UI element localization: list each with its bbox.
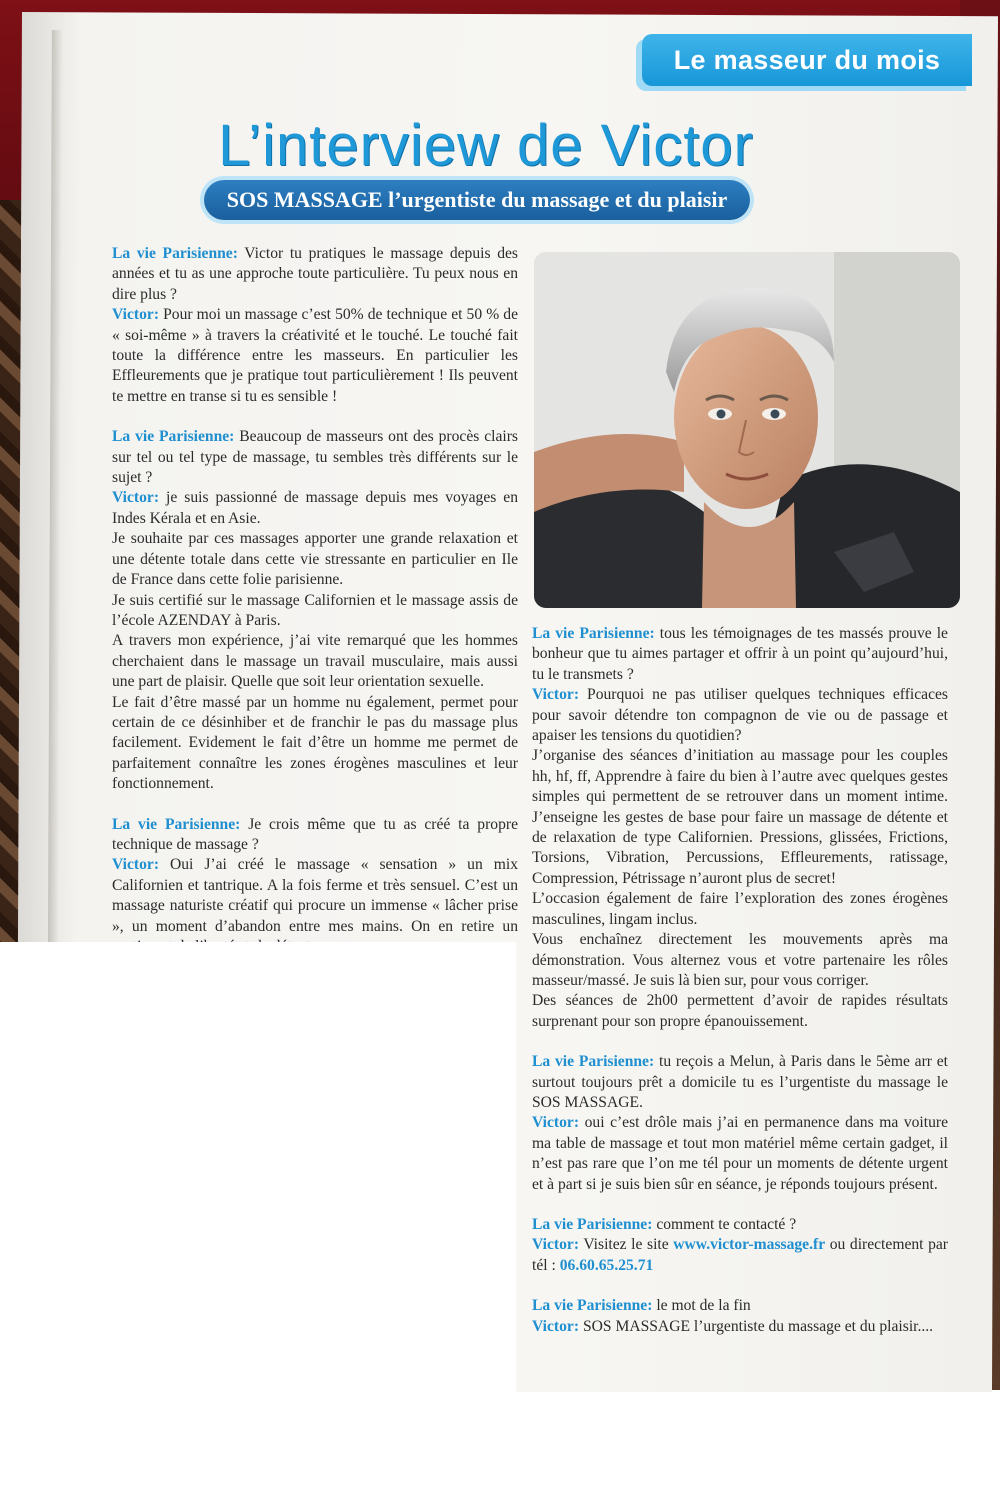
- answer-2: [112, 488, 518, 529]
- speaker-victor: Victor:: [112, 856, 160, 874]
- answer-6-intro: Visitez le site: [583, 1236, 669, 1254]
- article-title-text: L’interview de Victor: [218, 113, 754, 178]
- question-6-text: comment te contacté ?: [656, 1215, 797, 1233]
- speaker-interviewer: La vie Parisienne:: [532, 1297, 653, 1315]
- speaker-victor: Victor:: [532, 1236, 580, 1254]
- portrait-illustration: [534, 252, 960, 608]
- section-masthead: [642, 34, 972, 86]
- answer-3-text: Oui J’ai créé le massage « sensation » un mix Californien et tantrique. A la fois ferme et très sensuel. C’est un massage naturiste créatif qui procure un immense « lâcher prise », un moment d’abandon entre mes mains. On en retire un: [112, 856, 518, 935]
- left-column-text: [112, 244, 518, 957]
- article-subtitle: [204, 180, 750, 220]
- answer-4-paragraph: L’occasion également de faire l’exploration des zones érogènes masculines, lingam inclus.: [532, 890, 948, 928]
- question-4-text: tous les témoignages de tes massés prouve le bonheur que tu aimes partager et offrir à un point qu’aujourd’hui, tu le transmets ?: [532, 625, 948, 683]
- article-title: [0, 112, 958, 179]
- answer-7: [532, 1317, 948, 1337]
- answer-2-paragraph: A travers mon expérience, j’ai vite remarqué que les hommes cherchaient dans le massage un travail musculaire, mais aussi une part de plaisir. Quelle que soit leur orientation sexuelle.: [112, 632, 518, 691]
- article-subtitle-text: SOS MASSAGE l’urgentiste du massage et du plaisir: [226, 187, 728, 212]
- right-column-text: [532, 624, 948, 1337]
- answer-4-paragraph: J’organise des séances d’initiation au massage pour les couples hh, hf, ff, Apprendre à faire du bien à l’autre avec quelques gestes simples qui permettent de se retrouver dans un moment intime. J’enseigne les gestes de base pour faire un massage de détente et de relaxation de type Californien. Pressions, glissées, Frictions, Torsions, Vibration, Percussions, Effleurements, ratissage, Compression, Pétrissage n’auront plus de secret!: [532, 747, 948, 887]
- answer-2-paragraph: Le fait d’être massé par un homme nu également, permet pour certain de ce désinhiber et de franchir le pas du massage plus facilement. Evidement le fait d’être un homme me permet de parfaitement connaître les zones érogènes masculines et leur fonctionnement.: [112, 693, 518, 793]
- answer-2-paragraph: Je souhaite par ces massages apporter une grande relaxation et une détente totale dans cette vie stressante en particulier en Ile de France dans cette folie parisienne.: [112, 530, 518, 589]
- answer-6-mid: ou directement par tél :: [532, 1236, 948, 1274]
- answer-1-text: Pour moi un massage c’est 50% de technique et 50 % de « soi-même » à travers la créativité et le touché. Le touché fait toute la différence entre les masseurs. En particulier les Effleurements que je pratique tout particulièrement ! Ils peuvent te mettre en transe si tu es sensible !: [112, 306, 518, 405]
- question-2: [112, 427, 518, 488]
- question-3-text: Je crois même que tu as créé ta propre technique de massage ?: [112, 815, 518, 853]
- speaker-interviewer: La vie Parisienne:: [532, 1053, 655, 1071]
- question-3: [112, 815, 518, 856]
- answer-5-text: oui c’est drôle mais j’ai en permanence dans ma voiture ma table de massage et tout mon matériel même certain gadget, il n’est pas rare que l’on me tél pour un moments de détente urgent et à part si je suis bien sûr en séance, je réponds toujours présent.: [532, 1114, 948, 1193]
- question-7-text: le mot de la fin: [656, 1297, 751, 1315]
- answer-2-text: je suis passionné de massage depuis mes voyages en Indes Kérala et en Asie.: [112, 489, 519, 527]
- masthead-label: Le masseur du mois: [673, 44, 941, 75]
- answer-4-text: Pourquoi ne pas utiliser quelques techniques efficaces pour savoir détendre ton compagnon de vie ou de passage et apaiser les tensions du quotidien?: [532, 686, 948, 745]
- question-4: [532, 624, 948, 685]
- speaker-interviewer: La vie Parisienne:: [112, 815, 241, 833]
- answer-7-text: SOS MASSAGE l’urgentiste du massage et du plaisir....: [582, 1317, 934, 1335]
- speaker-interviewer: La vie Parisienne:: [112, 245, 238, 262]
- portrait-photo: [534, 252, 960, 608]
- answer-4-paragraph: Vous enchaînez directement les mouvements après ma démonstration. Vous alternez vous et votre partenaire les rôles masseur/massé. Je suis là bien sur, pour vous corriger.: [532, 931, 948, 989]
- question-5-text: tu reçois a Melun, à Paris dans le 5ème arr et surtout toujours prêt a domicile tu es l’urgentiste du massage le SOS MASSAGE.: [532, 1053, 949, 1111]
- speaker-victor: Victor:: [112, 489, 160, 507]
- answer-1: [112, 305, 518, 407]
- phone-number[interactable]: 06.60.65.25.71: [559, 1256, 654, 1274]
- question-6: [532, 1215, 948, 1235]
- question-5: [532, 1052, 948, 1113]
- answer-2-paragraph: Je suis certifié sur le massage Californien et le massage assis de l’école AZENDAY à Paris.: [112, 591, 518, 629]
- speaker-interviewer: La vie Parisienne:: [532, 1215, 653, 1233]
- website-link[interactable]: www.victor-massage.fr: [673, 1236, 826, 1254]
- blank-area-bottom: [0, 1392, 1000, 1506]
- question-2-text: Beaucoup de masseurs ont des procès clairs sur tel ou tel type de massage, tu sembles très différents sur le sujet ?: [112, 428, 518, 487]
- speaker-victor: Victor:: [532, 1317, 580, 1335]
- answer-4: [532, 685, 948, 746]
- answer-6: [532, 1235, 948, 1276]
- question-1-text: Victor tu pratiques le massage depuis des années et tu as une approche toute particulière. Tu peux nous en dire plus ?: [112, 245, 518, 303]
- speaker-interviewer: La vie Parisienne:: [532, 625, 655, 642]
- speaker-interviewer: La vie Parisienne:: [112, 428, 235, 446]
- question-7: [532, 1296, 948, 1316]
- speaker-victor: Victor:: [112, 306, 160, 324]
- answer-5: [532, 1113, 948, 1195]
- speaker-victor: Victor:: [532, 1114, 580, 1132]
- answer-4-paragraph: Des séances de 2h00 permettent d’avoir de rapides résultats surprenant pour son propre épanouissement.: [532, 992, 948, 1030]
- speaker-victor: Victor:: [532, 686, 580, 704]
- question-1: [112, 244, 518, 305]
